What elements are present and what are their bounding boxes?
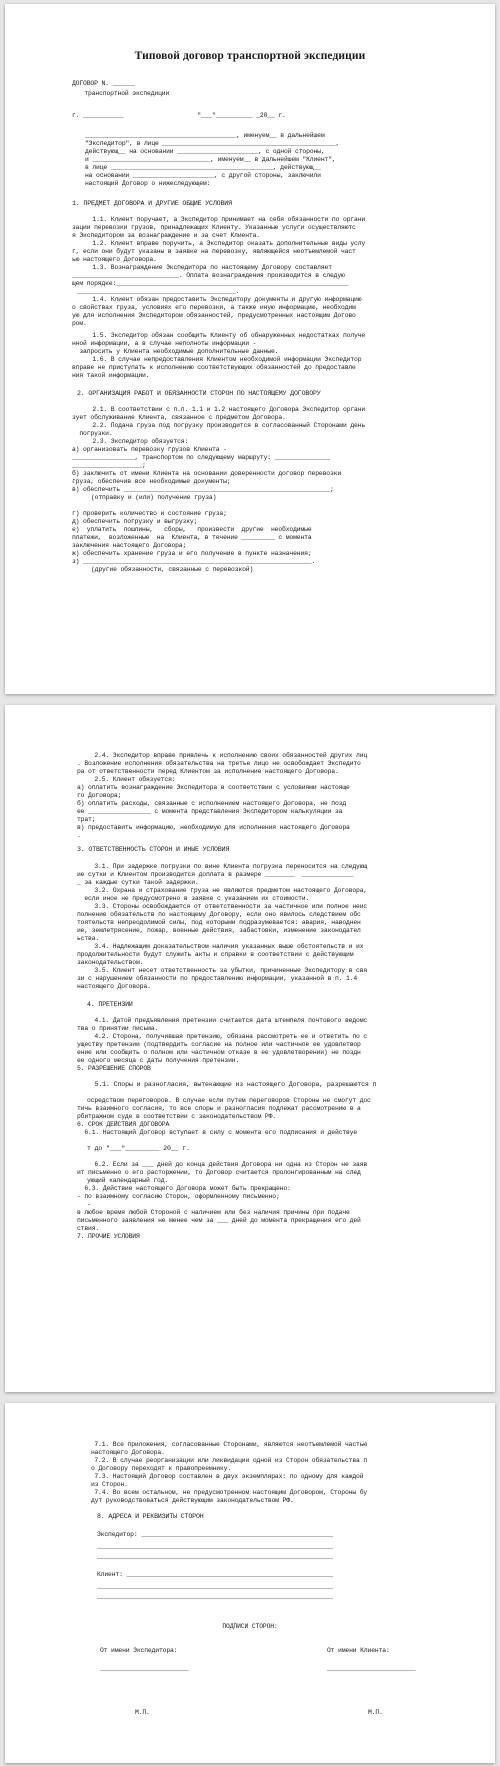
page-2-line-18: 3.3. Стороны освобождаются от ответственности за частичное или полное неис xyxy=(87,903,368,910)
page-1-line-23: о свойствах груза, условиях его перевозки, а также иную информацию, необходим xyxy=(72,304,356,311)
page-3-line-20: ________________________ xyxy=(327,1665,416,1672)
page-1-line-12: 1.1. Клиент поручает, а Экспедитор принимает на себя обязанности по органи xyxy=(85,216,366,223)
page-1-line-43: в) обеспечить ________________________________________________________; xyxy=(72,486,334,493)
page-3-line-3: 7.2. В случае реорганизации или ликвидации одной из Сторон обязательства п xyxy=(87,1457,368,1464)
page-2-line-52: ствия. xyxy=(77,1225,100,1232)
page-1-line-38: а) организовать перевозку грузов Клиента - xyxy=(72,446,227,453)
page-2-line-2: . Возложение исполнения обязательства на третье лицо не освобождает Экспедито xyxy=(77,760,361,767)
page-1-line-34: зует обслуживание Клиента, связанное с предметом Договора. xyxy=(72,414,286,421)
page-1-line-29: 1.6. В случае непредоставления Клиентом необходимой информации Экспедитор xyxy=(85,356,362,363)
page-1-line-26: 1.5. Экспедитор обязан сообщить Клиенту об обнаруженных недостатках получе xyxy=(85,332,366,339)
page-3-line-22: М.П. xyxy=(368,1709,383,1716)
page-3-line-14: ________________________________________________________________ xyxy=(97,1583,333,1590)
page-2-line-7: б) оплатить расходы, связанные с исполнением настоящего Договора, не позд xyxy=(77,800,347,807)
page-2-line-9: трат; xyxy=(77,816,96,823)
page-2-line-3: ра от ответственности перед Клиентом за исполнение настоящего Договора. xyxy=(77,768,339,775)
page-1-line-44: (отправку и (или) получение груза) xyxy=(91,494,217,501)
page-1-line-39: _________________, транспортом по следующему маршруту: _______________ xyxy=(72,454,330,461)
page-3-line-19: ________________________ xyxy=(100,1665,189,1672)
page-2-line-49: - xyxy=(87,1201,91,1208)
page-1-line-27: нной информации, а в случае неполноты информации - xyxy=(72,340,257,347)
page-2-line-37: 5.1. Споры и разногласия, вытекающие из настоящего Договора, разрешаются п xyxy=(87,1081,377,1088)
page-1-line-52: (другие обязанности, связанные с перевозкой) xyxy=(91,566,254,573)
page-2-line-40: рбитражном суде в соответствии с законодательством РФ. xyxy=(77,1113,276,1120)
page-1-line-40: ___________________; xyxy=(72,462,146,469)
page-2-line-42: 6.1. Настоящий Договор вступает в силу с момента его подписания и действуе xyxy=(77,1129,358,1136)
page-3-line-7: 7.4. Во всем остальном, не предусмотренном настоящим Договором, Стороны бу xyxy=(87,1489,368,1496)
page-1-line-21: ___________________________________________. xyxy=(77,288,240,295)
page-2-line-11: . xyxy=(77,832,81,839)
page-1-line-1: ДОГОВОР N. ______ xyxy=(72,80,135,87)
page-3-line-5: 7.3. Настоящий Договор составлен в двух экземплярах: по одному для каждой xyxy=(87,1473,364,1480)
page-2-line-31: тва о принятии письма. xyxy=(77,1025,159,1032)
page-3-line-15: ________________________________________________________________ xyxy=(97,1593,333,1600)
page-1-line-7: и ________________________________, именуем__ в дальнейшем "Клиент", xyxy=(85,156,336,163)
page-3-line-1: 7.1. Все приложения, согласованные Сторонами, являются неотъемлемой частью xyxy=(87,1441,368,1448)
page-1-line-13: зации перевозки грузов, принадлежащих Клиенту. Указанные услуги осуществляютс xyxy=(72,224,356,231)
page-3-line-10: Экспедитор: ____________________________________________________ xyxy=(97,1531,333,1538)
page-2-line-28: настоящего Договора. xyxy=(77,983,151,990)
page-1-line-22: 1.4. Клиент обязан предоставить Экспедитору документы и другую информацию xyxy=(85,296,362,303)
page-1-line-32: 2. ОРГАНИЗАЦИЯ РАБОТ И ОБЯЗАННОСТИ СТОРОН ПО НАСТОЯЩЕМУ ДОГОВОРУ xyxy=(77,390,321,397)
page-1-line-48: платежи, возложенные на Клиента, в течение _________ с момента xyxy=(72,534,312,541)
page-3-line-8: дут руководствоваться действующим законодательством РФ. xyxy=(91,1497,294,1504)
page-1-line-10: настоящий Договор о нижеследующем: xyxy=(85,180,211,187)
page-1-line-37: 2.3. Экспедитор обязуется: xyxy=(85,438,189,445)
page-2-line-33: уществу претензии (подтвердить согласие на полное или частичное ее удовлетвор xyxy=(77,1041,361,1048)
page-1-line-6: действующ__ на основании ______________________, с одной стороны, xyxy=(85,148,325,155)
page-2-line-43: т до "___"_________ 20__ г. xyxy=(87,1145,190,1152)
page-2-line-32: 4.2. Сторона, получившая претензию, обязана рассмотреть ее и ответить по с xyxy=(87,1033,368,1040)
page-3-line-16: ПОДПИСИ СТОРОН: xyxy=(222,1623,278,1630)
page-2-line-41: 6. СРОК ДЕЙСТВИЯ ДОГОВОРА xyxy=(77,1121,170,1128)
page-2-line-25: законодательством. xyxy=(77,959,144,966)
page-2-line-45: ит письменно о его расторжении, то Договор считается пролонгированным на след xyxy=(77,1169,361,1176)
page-2-line-24: продолжительности будут служить акты и справки в соответствии с действующим xyxy=(77,951,354,958)
page-1-line-16: г, если они будут указаны в заявке на перевозку, являющейся неотъемлемой част xyxy=(72,248,356,255)
page-2-line-53: 7. ПРОЧИЕ УСЛОВИЯ xyxy=(77,1233,140,1240)
page-2-line-6: го Договора; xyxy=(77,792,122,799)
page-3-line-9: 8. АДРЕСА И РЕКВИЗИТЫ СТОРОН xyxy=(97,1513,204,1520)
page-2-line-14: ие сутки и Клиентом производится доплата в размере ________ ______________ xyxy=(77,871,354,878)
page-2-line-15: _ за каждые сутки такой задержки. xyxy=(77,879,199,886)
page-2-line-17: если иное не предусмотрено в заявке с указанием их стоимости. xyxy=(77,895,310,902)
page-3-line-6: из Сторон. xyxy=(91,1481,128,1488)
page-2-line-29: 4. ПРЕТЕНЗИИ xyxy=(87,1001,133,1008)
document-page-1 xyxy=(5,4,495,694)
page-2-line-13: 3.1. При задержке погрузки по вине Клиента погрузка переносится на следующ xyxy=(87,863,368,870)
page-2-line-39: тичь взаимного согласия, то все споры и разногласия подлежат рассмотрению в а xyxy=(77,1105,361,1112)
page-2-line-19: полнение обязательств по настоящему Договору, если оно явилось следствием обс xyxy=(77,911,361,918)
document-title: Типовой договор транспортной экспедиции xyxy=(134,50,366,62)
page-1-line-36: погрузки. xyxy=(72,430,113,437)
page-1-line-9: на основании ______________________, с другой стороны, заключили xyxy=(85,172,321,179)
page-2-line-22: ьства. xyxy=(77,935,100,942)
page-2-line-5: а) оплатить вознаграждение Экспедитора в соответствии с условиями настояще xyxy=(77,784,350,791)
page-2-line-21: ие, землетрясение, пожар, военные действия, забастовки, изменение законодател xyxy=(77,927,361,934)
page-1-line-46: д) обеспечить погрузку и выгрузку; xyxy=(72,518,198,525)
page-2-line-44: 6.2. Если за ___ дней до конца действия Договора ни одна из Сторон не заяв xyxy=(87,1161,368,1168)
page-1-line-41: б) заключить от имени Клиента на основании доверенности договор перевозки xyxy=(72,470,342,477)
page-2-line-47: 6.3. Действие настоящего Договора может быть прекращено: xyxy=(77,1185,291,1192)
page-1-line-19: _____________________________. Оплата вознаграждения производится в следую xyxy=(72,272,345,279)
page-2-line-26: 3.5. Клиент несет ответственность за убытки, причиненные Экспедитору в свя xyxy=(87,967,368,974)
page-1-line-31: ния такой информации. xyxy=(72,372,150,379)
page-3-line-21: М.П. xyxy=(135,1709,150,1716)
page-1-line-15: 1.2. Клиент вправе поручить, а Экспедитор оказать дополнительные виды услу xyxy=(85,240,366,247)
page-2-line-16: 3.2. Охрана и страхование груза не являются предметом настоящего Договора, xyxy=(87,887,368,894)
page-1-line-42: груза, обеспечив все необходимые документы; xyxy=(72,478,231,485)
page-2-line-27: зи с нарушением обязанности по предоставлению информации, указанной в п. 1.4 xyxy=(77,975,358,982)
page-1-line-20: щем порядке:_______________________________________________________________ xyxy=(72,280,349,287)
page-1-line-18: 1.3. Вознаграждение Экспедитора по настоящему Договору составляет xyxy=(85,264,332,271)
page-3-line-4: о Договору переходят к правопреемнику. xyxy=(91,1465,232,1472)
page-1-line-25: ром. xyxy=(72,320,87,327)
page-1-line-50: ж) обеспечить хранение груза и его получение в пункте назначения; xyxy=(72,550,312,557)
page-1-line-35: 2.2. Подача груза под погрузку производится в согласованный Сторонами день xyxy=(85,422,366,429)
page-1-line-17: ью настоящего Договора. xyxy=(72,256,157,263)
page-1-line-5: "Экспедитор", в лице _______________________________________________, xyxy=(85,140,340,147)
page-2-line-35: ее одного месяца с даты получения претензии. xyxy=(77,1057,240,1064)
page-2-line-46: ующий календарный год. xyxy=(87,1177,169,1184)
page-1-line-33: 2.1. В соответствии с п.п. 1.1 и 1.2 настоящего Договора Экспедитор органи xyxy=(85,406,366,413)
page-1-line-49: заключения настоящего Договора; xyxy=(72,542,187,549)
page-2-line-4: 2.5. Клиент обязуется: xyxy=(87,776,176,783)
document-page-2 xyxy=(5,705,495,1392)
page-3-line-17: От имени Экспедитора: xyxy=(100,1647,178,1654)
page-3-line-11: ________________________________________________________________ xyxy=(97,1543,333,1550)
page-2-line-50: в любое время любой Стороной с наличием или без наличия причины при подаче xyxy=(77,1209,350,1216)
page-1-line-8: в лице ____________________________________________, действующ__ xyxy=(85,164,321,171)
page-1-line-14: я Экспедитором за вознаграждение и за счет Клиента. xyxy=(72,232,260,239)
page-2-line-38: осредством переговоров. В случае если путем переговоров Стороны не смогут дос xyxy=(87,1097,371,1104)
page-1-line-24: ую для исполнения Экспедитором обязанностей, предусмотренных настоящим Догово xyxy=(72,312,356,319)
page-2-line-12: 3. ОТВЕТСТВЕННОСТЬ СТОРОН И ИНЫЕ УСЛОВИЯ xyxy=(77,846,230,853)
page-1-line-51: з) ______________________________________________________________. xyxy=(72,558,316,565)
page-2-line-48: - по взаимному согласию Сторон, оформленному письменно; xyxy=(77,1193,280,1200)
page-1-line-3: г. ___________ "___"__________ _20__ г. xyxy=(72,112,286,119)
page-1-line-45: г) проверить количество и состояние груза; xyxy=(72,510,227,517)
page-2-line-10: в) предоставить информацию, необходимую для исполнения настоящего Договора xyxy=(77,824,350,831)
page-3-line-18: От имени Клиента: xyxy=(327,1647,390,1654)
page-3-line-2: настоящего Договора. xyxy=(91,1449,165,1456)
page-2-line-8: ее _________________ с момента представления Экспедитором калькуляции за xyxy=(77,808,343,815)
page-2-line-20: тоятельств непреодолимой силы, под которыми подразумевается: авария, наводнен xyxy=(77,919,361,926)
page-2-line-34: ение или сообщить о полном или частичном отказе в ее удовлетворении) не поздн xyxy=(77,1049,361,1056)
page-1-line-28: запросить у Клиента необходимые дополнительные данные. xyxy=(72,348,279,355)
page-1-line-47: е) уплатить пошлины, сборы, произвести другие необходимые xyxy=(72,526,312,533)
page-1-line-2: транспортной экспедиции xyxy=(77,90,170,97)
page-2-line-1: 2.4. Экспедитор вправе привлечь к исполнению своих обязанностей других лиц xyxy=(87,752,368,759)
page-2-line-23: 3.4. Надлежащим доказательством наличия указанных выше обстоятельств и их xyxy=(87,943,364,950)
page-1-line-30: вправе не приступать к исполнению соответствующих обязанностей до предоставле xyxy=(72,364,356,371)
page-2-line-36: 5. РАЗРЕШЕНИЕ СПОРОВ xyxy=(77,1065,151,1072)
page-3-line-13: Клиент: ________________________________________________________ xyxy=(97,1571,333,1578)
page-2-line-51: письменного заявления не менее чем за ___ дней до момента прекращения его дей xyxy=(77,1217,361,1224)
page-1-line-4: _________________________________________, именуем__ в дальнейшем xyxy=(85,132,325,139)
page-1-line-11: 1. ПРЕДМЕТ ДОГОВОРА И ДРУГИЕ ОБЩИЕ УСЛОВИЯ xyxy=(72,200,232,207)
document-page-3 xyxy=(5,1403,495,1763)
page-2-line-30: 4.1. Датой предъявления претензии считается дата штемпеля почтового ведомс xyxy=(87,1017,368,1024)
page-3-line-12: ________________________________________________________________ xyxy=(97,1553,333,1560)
